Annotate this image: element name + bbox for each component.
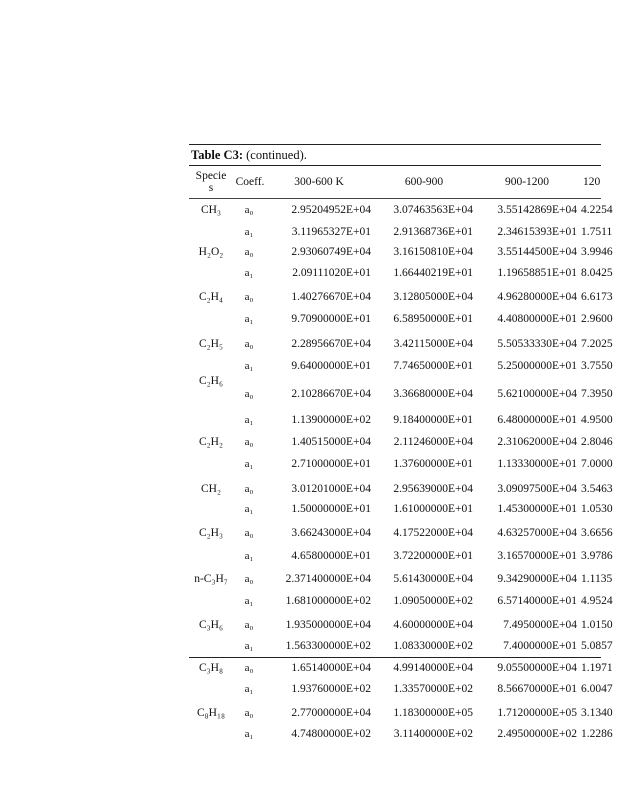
header-rule <box>189 198 601 199</box>
value-cell: 3.55144500E+04 <box>497 246 577 258</box>
species-cell: CH₂ <box>201 483 221 495</box>
coeff-cell: a₀ <box>244 707 254 719</box>
coeff-cell: a₁ <box>244 458 254 470</box>
coeff-cell: a₁ <box>244 360 254 372</box>
value-cell: 1.935000000E+04 <box>285 619 371 631</box>
value-cell: 3.12805000E+04 <box>393 291 473 303</box>
value-cell: 1.13330000E+01 <box>497 458 577 470</box>
species-cell: C₃H₈ <box>199 662 223 674</box>
value-cell: 3.1340 <box>581 707 613 719</box>
value-cell: 9.64000000E+01 <box>291 360 371 372</box>
value-cell: 5.50533330E+04 <box>497 338 577 350</box>
coeff-cell: a₀ <box>244 662 254 674</box>
value-cell: 5.62100000E+04 <box>497 388 577 400</box>
coeff-cell: a₁ <box>244 595 254 607</box>
value-cell: 2.9600 <box>581 313 613 325</box>
caption-text: (continued). <box>242 148 307 162</box>
value-cell: 1.18300000E+05 <box>393 707 473 719</box>
value-cell: 1.93760000E+02 <box>291 683 371 695</box>
coeff-cell: a₀ <box>244 291 254 303</box>
value-cell: 8.56670000E+01 <box>497 683 577 695</box>
value-cell: 3.36680000E+04 <box>393 388 473 400</box>
value-cell: 3.6656 <box>581 527 613 539</box>
value-cell: 2.371400000E+04 <box>285 573 371 585</box>
value-cell: 2.09111020E+01 <box>292 267 371 279</box>
value-cell: 6.58950000E+01 <box>393 313 473 325</box>
value-cell: 1.1971 <box>581 662 613 674</box>
header-1200: 120 <box>583 176 601 188</box>
species-cell: C₂H₄ <box>199 291 223 303</box>
value-cell: 3.55142869E+04 <box>497 204 577 216</box>
value-cell: 1.13900000E+02 <box>291 414 371 426</box>
value-cell: 1.45300000E+01 <box>497 503 577 515</box>
value-cell: 3.9946 <box>581 246 613 258</box>
coeff-cell: a₀ <box>244 573 254 585</box>
header-900-1200: 900-1200 <box>504 176 550 188</box>
header-coeff: Coeff. <box>235 176 265 188</box>
value-cell: 1.08330000E+02 <box>393 640 473 652</box>
species-cell: C₃H₆ <box>199 619 223 631</box>
coeff-cell: a₀ <box>244 483 254 495</box>
value-cell: 1.1135 <box>581 573 613 585</box>
value-cell: 9.05500000E+04 <box>497 662 577 674</box>
value-cell: 3.9786 <box>581 550 613 562</box>
coeff-cell: a₁ <box>244 550 254 562</box>
value-cell: 3.07463563E+04 <box>393 204 473 216</box>
coeff-cell: a₀ <box>244 619 254 631</box>
value-cell: 4.63257000E+04 <box>497 527 577 539</box>
value-cell: 3.42115000E+04 <box>393 338 473 350</box>
value-cell: 3.09097500E+04 <box>497 483 577 495</box>
value-cell: 4.65800000E+01 <box>291 550 371 562</box>
value-cell: 9.34290000E+04 <box>497 573 577 585</box>
value-cell: 6.0047 <box>581 683 613 695</box>
caption-rule <box>189 165 601 166</box>
value-cell: 1.0150 <box>581 619 613 631</box>
table-bottom-rule <box>189 657 601 658</box>
value-cell: 2.31062000E+04 <box>497 436 577 448</box>
value-cell: 1.0530 <box>581 503 613 515</box>
value-cell: 2.95204952E+04 <box>291 204 371 216</box>
value-cell: 3.5463 <box>581 483 613 495</box>
value-cell: 3.16570000E+01 <box>497 550 577 562</box>
header-300-600: 300-600 K <box>294 176 344 188</box>
coeff-cell: a₀ <box>244 436 254 448</box>
value-cell: 5.61430000E+04 <box>393 573 473 585</box>
value-cell: 2.77000000E+04 <box>291 707 371 719</box>
value-cell: 2.91368736E+01 <box>393 226 473 238</box>
species-cell: C₂H₅ <box>199 338 223 350</box>
value-cell: 4.99140000E+04 <box>393 662 473 674</box>
value-cell: 1.71200000E+05 <box>497 707 577 719</box>
table-top-rule <box>189 144 601 145</box>
value-cell: 6.48000000E+01 <box>497 414 577 426</box>
species-cell: n-C₃H₇ <box>194 573 228 585</box>
value-cell: 4.2254 <box>581 204 613 216</box>
value-cell: 2.34615393E+01 <box>497 226 577 238</box>
value-cell: 9.70900000E+01 <box>291 313 371 325</box>
value-cell: 6.6173 <box>581 291 613 303</box>
value-cell: 3.72200000E+01 <box>393 550 473 562</box>
species-cell: CH₃ <box>201 204 221 216</box>
value-cell: 4.17522000E+04 <box>393 527 473 539</box>
value-cell: 4.74800000E+02 <box>291 728 371 740</box>
value-cell: 3.11965327E+01 <box>291 226 371 238</box>
value-cell: 1.19658851E+01 <box>497 267 577 279</box>
value-cell: 7.4950000E+04 <box>503 619 577 631</box>
coeff-cell: a₀ <box>244 338 254 350</box>
value-cell: 4.60000000E+04 <box>393 619 473 631</box>
species-cell: C₂H₆ <box>199 375 223 387</box>
value-cell: 7.4000000E+01 <box>503 640 577 652</box>
coeff-cell: a₁ <box>244 226 254 238</box>
header-species: Specie s <box>195 170 227 194</box>
coeff-cell: a₀ <box>244 527 254 539</box>
coeff-cell: a₀ <box>244 204 254 216</box>
coeff-cell: a₁ <box>244 728 254 740</box>
species-cell: C₂H₂ <box>199 436 223 448</box>
value-cell: 1.50000000E+01 <box>291 503 371 515</box>
value-cell: 9.18400000E+01 <box>393 414 473 426</box>
value-cell: 2.11246000E+04 <box>393 436 473 448</box>
value-cell: 8.0425 <box>581 267 613 279</box>
species-cell: C₈H₁₈ <box>196 707 225 719</box>
document-page <box>189 0 613 800</box>
value-cell: 2.10286670E+04 <box>291 388 371 400</box>
coeff-cell: a₁ <box>244 503 254 515</box>
coeff-cell: a₀ <box>244 388 254 400</box>
value-cell: 1.37600000E+01 <box>393 458 473 470</box>
value-cell: 2.8046 <box>581 436 613 448</box>
value-cell: 1.33570000E+02 <box>393 683 473 695</box>
value-cell: 1.61000000E+01 <box>393 503 473 515</box>
value-cell: 5.25000000E+01 <box>497 360 577 372</box>
value-cell: 4.9524 <box>581 595 613 607</box>
table-caption <box>191 148 307 163</box>
coeff-cell: a₀ <box>244 246 254 258</box>
value-cell: 2.49500000E+02 <box>497 728 577 740</box>
value-cell: 7.2025 <box>581 338 613 350</box>
coeff-cell: a₁ <box>244 683 254 695</box>
value-cell: 6.57140000E+01 <box>497 595 577 607</box>
caption-label: Table C3: <box>191 148 243 162</box>
value-cell: 1.2286 <box>581 728 613 740</box>
value-cell: 3.7550 <box>581 360 613 372</box>
value-cell: 3.11400000E+02 <box>393 728 473 740</box>
value-cell: 7.74650000E+01 <box>393 360 473 372</box>
coeff-cell: a₁ <box>244 313 254 325</box>
value-cell: 1.40276670E+04 <box>291 291 371 303</box>
value-cell: 2.95639000E+04 <box>393 483 473 495</box>
coeff-cell: a₁ <box>244 267 254 279</box>
value-cell: 2.71000000E+01 <box>291 458 371 470</box>
value-cell: 1.09050000E+02 <box>393 595 473 607</box>
value-cell: 3.66243000E+04 <box>291 527 371 539</box>
value-cell: 3.16150810E+04 <box>393 246 473 258</box>
value-cell: 1.66440219E+01 <box>393 267 473 279</box>
value-cell: 1.681000000E+02 <box>285 595 371 607</box>
value-cell: 1.40515000E+04 <box>291 436 371 448</box>
value-cell: 7.0000 <box>581 458 613 470</box>
coeff-cell: a₁ <box>244 640 254 652</box>
value-cell: 1.65140000E+04 <box>291 662 371 674</box>
value-cell: 4.9500 <box>581 414 613 426</box>
value-cell: 3.01201000E+04 <box>291 483 371 495</box>
value-cell: 5.0857 <box>581 640 613 652</box>
species-cell: C₂H₃ <box>199 527 223 539</box>
header-600-900: 600-900 <box>404 176 444 188</box>
value-cell: 2.28956670E+04 <box>291 338 371 350</box>
value-cell: 7.3950 <box>581 388 613 400</box>
value-cell: 1.563300000E+02 <box>285 640 371 652</box>
value-cell: 4.96280000E+04 <box>497 291 577 303</box>
species-cell: H₂O₂ <box>198 246 224 258</box>
value-cell: 1.7511 <box>581 226 613 238</box>
coeff-cell: a₁ <box>244 414 254 426</box>
value-cell: 4.40800000E+01 <box>497 313 577 325</box>
value-cell: 2.93060749E+04 <box>291 246 371 258</box>
